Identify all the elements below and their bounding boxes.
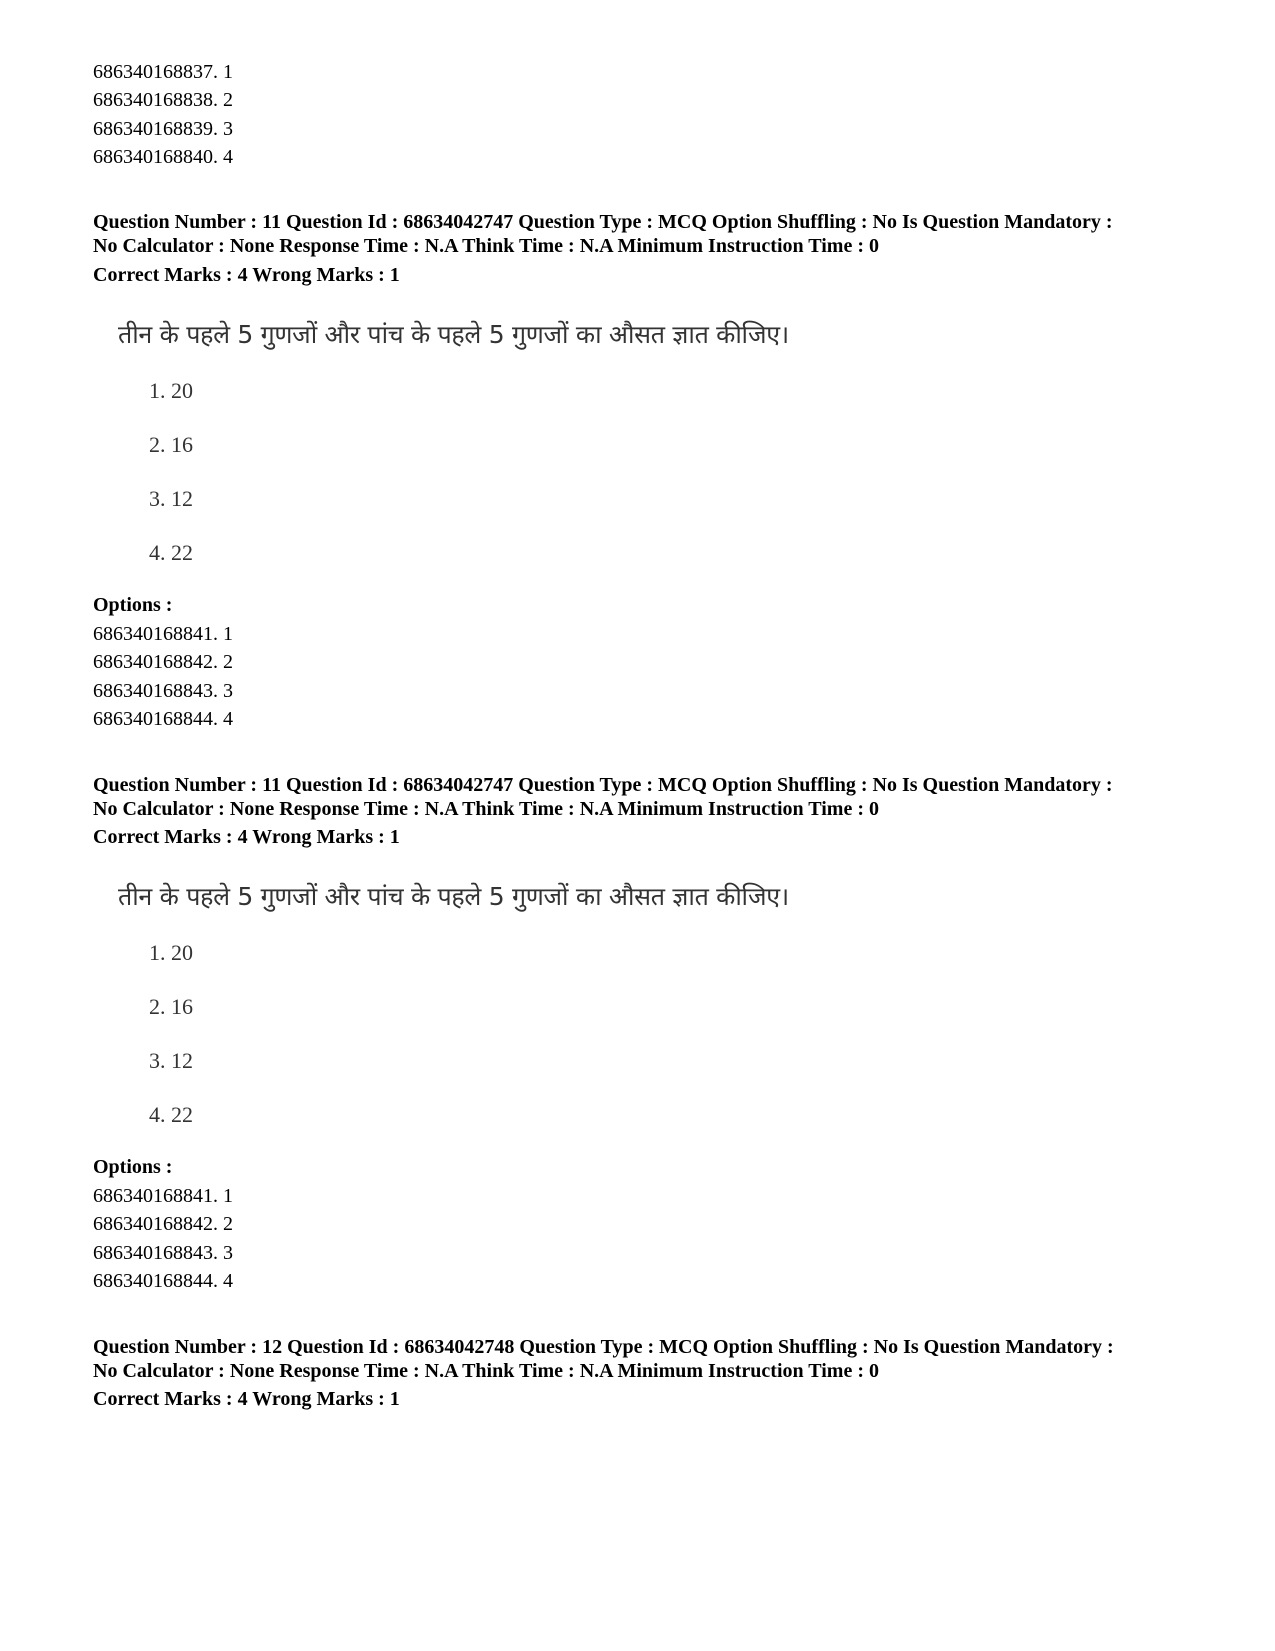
question-header-line1: Question Number : 11 Question Id : 68634042747 Question Type : MCQ Option Shuffling : No Is Question Mandatory : [93, 774, 1113, 796]
answer-choice: 2. 16 [149, 432, 193, 457]
question-header-line1: Question Number : 12 Question Id : 68634042748 Question Type : MCQ Option Shuffling : No Is Question Mandatory : [93, 1336, 1114, 1358]
answer-choice: 1. 20 [149, 940, 193, 965]
option-id-line: 686340168837. 1 [93, 61, 233, 83]
answer-choice: 2. 16 [149, 994, 193, 1019]
option-id-line: 686340168842. 2 [93, 1213, 233, 1235]
option-id-line: 686340168843. 3 [93, 1242, 233, 1264]
question-marks: Correct Marks : 4 Wrong Marks : 1 [93, 264, 400, 286]
options-label: Options : [93, 594, 173, 616]
answer-choice: 4. 22 [149, 540, 193, 565]
question-header-line2: No Calculator : None Response Time : N.A Think Time : N.A Minimum Instruction Time : 0 [93, 235, 879, 257]
option-id-line: 686340168841. 1 [93, 623, 233, 645]
answer-choice: 1. 20 [149, 378, 193, 403]
question-text: तीन के पहले 5 गुणजों और पांच के पहले 5 गुणजों का औसत ज्ञात कीजिए। [118, 882, 789, 911]
question-marks: Correct Marks : 4 Wrong Marks : 1 [93, 826, 400, 848]
option-id-line: 686340168838. 2 [93, 89, 233, 111]
option-id-line: 686340168841. 1 [93, 1185, 233, 1207]
question-header-line2: No Calculator : None Response Time : N.A Think Time : N.A Minimum Instruction Time : 0 [93, 798, 879, 820]
option-id-line: 686340168843. 3 [93, 680, 233, 702]
option-id-line: 686340168842. 2 [93, 651, 233, 673]
answer-choice: 4. 22 [149, 1102, 193, 1127]
option-id-line: 686340168844. 4 [93, 708, 233, 730]
option-id-line: 686340168844. 4 [93, 1270, 233, 1292]
question-text: तीन के पहले 5 गुणजों और पांच के पहले 5 गुणजों का औसत ज्ञात कीजिए। [118, 320, 789, 349]
answer-choice: 3. 12 [149, 1048, 193, 1073]
option-id-line: 686340168839. 3 [93, 118, 233, 140]
options-label: Options : [93, 1156, 173, 1178]
option-id-line: 686340168840. 4 [93, 146, 233, 168]
answer-choice: 3. 12 [149, 486, 193, 511]
question-header-line1: Question Number : 11 Question Id : 68634042747 Question Type : MCQ Option Shuffling : No Is Question Mandatory : [93, 211, 1113, 233]
question-marks: Correct Marks : 4 Wrong Marks : 1 [93, 1388, 400, 1410]
question-header-line2: No Calculator : None Response Time : N.A Think Time : N.A Minimum Instruction Time : 0 [93, 1360, 879, 1382]
